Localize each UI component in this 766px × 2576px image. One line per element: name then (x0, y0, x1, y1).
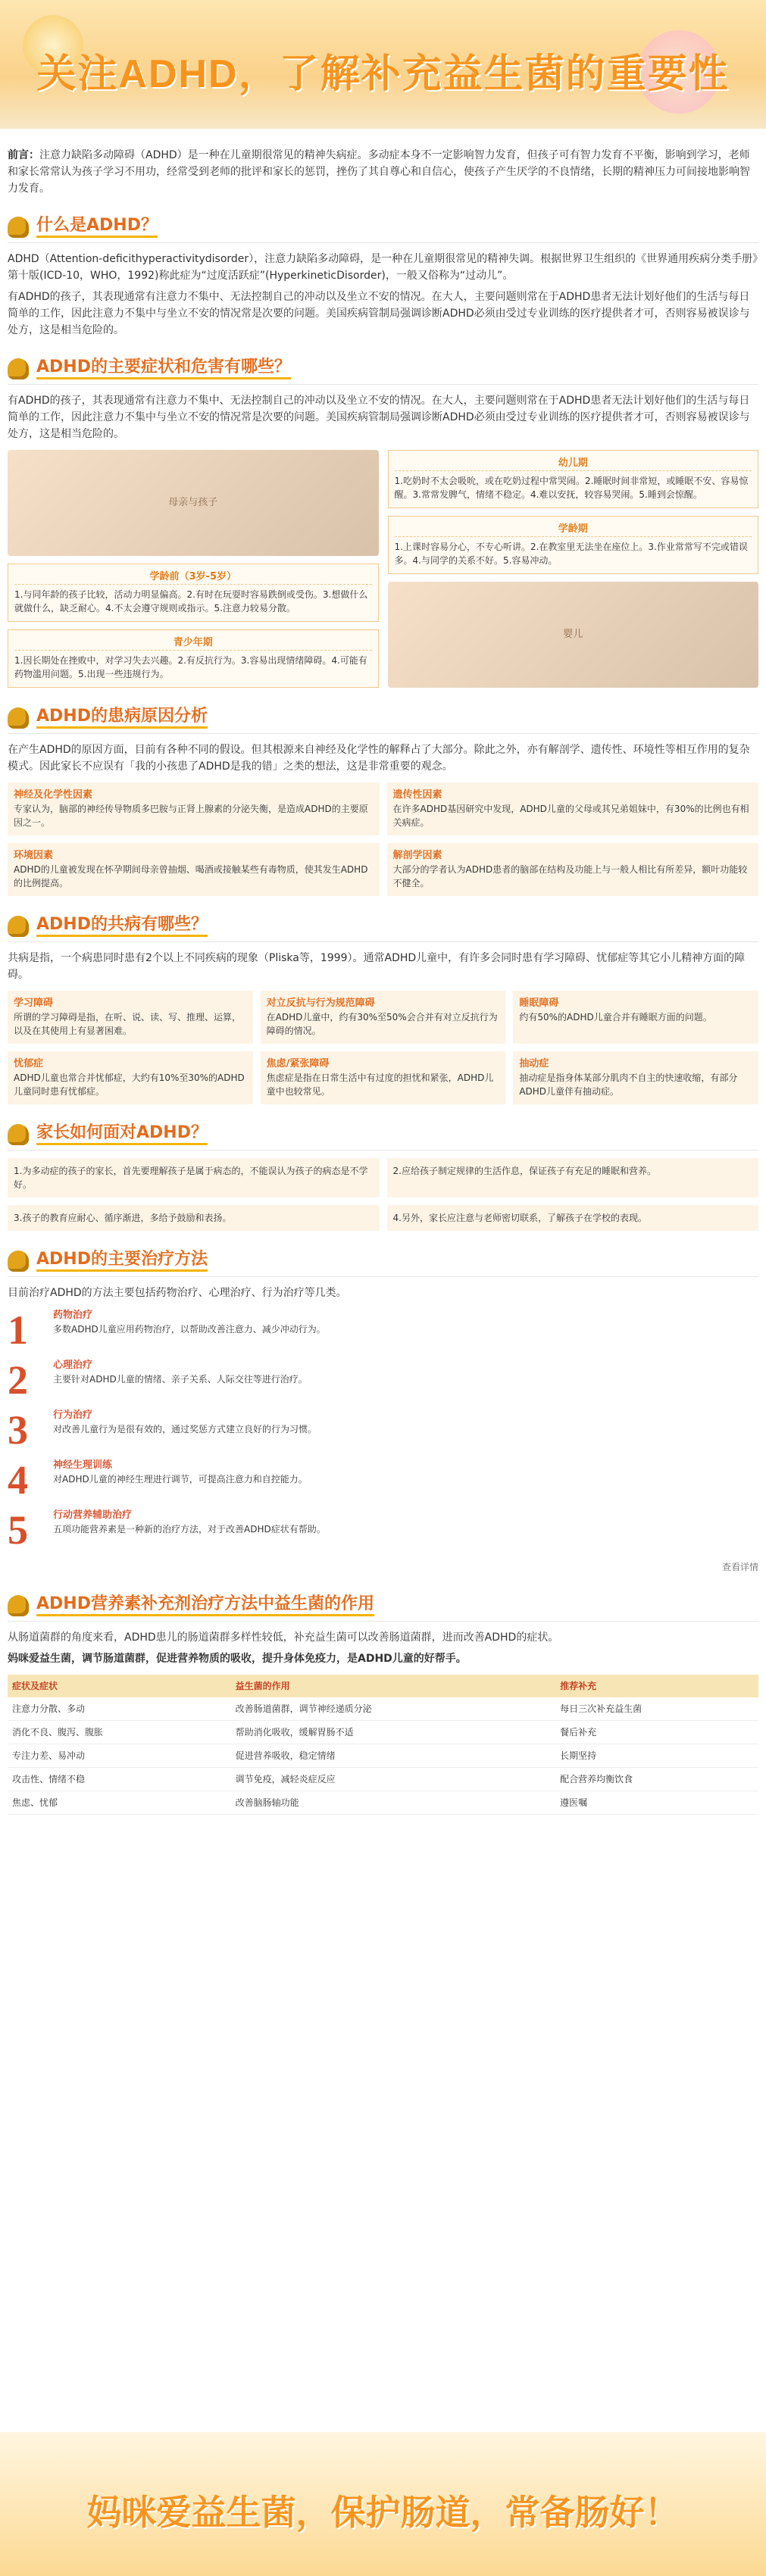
intro (8, 147, 758, 197)
bell-icon (8, 1124, 29, 1145)
comorbid-title: 抽动症 (519, 1058, 549, 1069)
treatment-title: 神经生理训练 (53, 1460, 113, 1471)
section-title-treatment (8, 1251, 758, 1277)
parents-item: 3.孩子的教育应耐心、循序渐进，多给予鼓励和表扬。 (8, 1205, 380, 1231)
box-text: 1.吃奶时不太会吸吮，或在吃奶过程中常哭闹。2.睡眠时间非常短，或睡眠不安、容易惊醒。3.常常发脾气，情绪不稳定。4.难以安抚，较容易哭闹。5.睡到会惊醒。 (394, 476, 749, 500)
parents-item: 4.另外，家长应注意与老师密切联系，了解孩子在学校的表现。 (387, 1205, 759, 1231)
treatment-title: 行动营养辅助治疗 (53, 1510, 133, 1521)
table-row (8, 1791, 758, 1815)
treatment-item (8, 1459, 758, 1501)
table-cell: 改善肠道菌群，调节神经递质分泌 (231, 1697, 556, 1721)
footer-banner (0, 2432, 766, 2576)
section-heading: ADHD的患病原因分析 (36, 708, 208, 729)
photo-mother-child: 母亲与孩子 (8, 450, 379, 556)
cause-text: 专家认为，脑部的神经传导物质多巴胺与正肾上腺素的分泌失衡，是造成ADHD的主要原因之一。 (14, 804, 368, 828)
comorbid-title: 睡眠障碍 (519, 998, 559, 1009)
paragraph: 从肠道菌群的角度来看，ADHD患儿的肠道菌群多样性较低，补充益生菌可以改善肠道菌群，进而改善ADHD的症状。 (8, 1631, 559, 1644)
table-cell: 焦虑、忧郁 (8, 1791, 231, 1815)
table-cell: 餐后补充 (555, 1721, 758, 1744)
bell-icon (8, 1595, 29, 1616)
table-cell: 专注力差、易冲动 (8, 1744, 231, 1768)
treatment-title: 心理治疗 (53, 1360, 93, 1371)
treatment-text: 对改善儿童行为是很有效的，通过奖惩方式建立良好的行为习惯。 (53, 1424, 317, 1435)
comorbid-item (8, 991, 253, 1044)
comorbid-title: 焦虑/紧张障碍 (266, 1058, 330, 1069)
more-link[interactable]: 查看详情 (721, 1562, 758, 1572)
paragraph: 在产生ADHD的原因方面，目前有各种不同的假设。但其根源来自神经及化学性的解释占了大部分。除此之外，亦有解剖学、遗传性、环境性等相互作用的复杂模式。因此家长不应误有「我的小孩患了ADHD是我的错」之类的想法，这是非常重要的观念。 (8, 744, 750, 773)
bell-icon (8, 358, 29, 379)
cause-grid (8, 782, 758, 896)
parents-grid (8, 1158, 758, 1231)
bell-icon (8, 707, 29, 729)
parents-item: 1.为多动症的孩子的家长，首先要理解孩子是属于病态的，不能误认为孩子的病态是不学好。 (8, 1158, 380, 1197)
cause-item (8, 843, 380, 896)
paragraph: ADHD（Attention-deficithyperactivitydisorder），注意力缺陷多动障碍，是一种在儿童期很常见的精神失调。根据世界卫生组织的《世界通用疾病分类手册》第十版(ICD-10，WHO，1992)称此症为“过度活跃症”(HyperkineticDisorder)，一般又俗称为“过动儿”。 (8, 253, 758, 282)
parents-item: 2.应给孩子制定规律的生活作息，保证孩子有充足的睡眠和营养。 (387, 1158, 759, 1197)
cause-title: 遗传性因素 (392, 789, 442, 801)
table-header-row (8, 1675, 758, 1697)
comorbid-item (261, 1051, 506, 1104)
symptom-box (388, 450, 759, 508)
comorbid-text: 抽动症是指身体某部分肌肉不自主的快速收缩，有部分ADHD儿童伴有抽动症。 (519, 1073, 738, 1097)
cause-item (8, 782, 380, 835)
treatment-number: 3 (8, 1407, 28, 1453)
treatment-number: 5 (8, 1507, 28, 1553)
symptom-grid (8, 450, 758, 688)
treatment-text: 主要针对ADHD儿童的情绪、亲子关系、人际交往等进行治疗。 (53, 1374, 308, 1385)
treatment-list (8, 1309, 758, 1551)
symptom-box (8, 564, 379, 622)
cause-title: 环境因素 (14, 850, 54, 861)
comorbid-grid (8, 991, 758, 1104)
table-cell: 配合营养均衡饮食 (555, 1768, 758, 1791)
treatment-title: 药物治疗 (53, 1310, 93, 1321)
box-title: 学龄前（3岁-5岁） (14, 570, 372, 585)
comorbid-text: 约有50%的ADHD儿童合并有睡眠方面的问题。 (519, 1012, 712, 1023)
cause-title: 神经及化学性因素 (14, 789, 93, 801)
intro-text: 注意力缺陷多动障碍（ADHD）是一种在儿童期很常见的精神失病症。多动症本身不一定影响智力发育，但孩子可有智力发育不平衡，影响到学习，老师和家长常常认为孩子学习不用功，经常受到老师的批评和家长的惩罚，挫伤了其自尊心和自信心，使孩子产生厌学的不良情绪，长期的精神压力可间接地影响智力发育。 (8, 149, 750, 195)
box-text: 1.与同年龄的孩子比较，活动力明显偏高。2.有时在玩耍时容易跌倒或受伤。3.想做什么就做什么，缺乏耐心。4.不太会遵守规则或指示。5.注意力较易分散。 (14, 589, 368, 614)
table-cell: 改善脑肠轴功能 (231, 1791, 556, 1815)
comorbid-text: ADHD儿童也常合并忧郁症，大约有10%至30%的ADHD儿童同时患有忧郁症。 (14, 1073, 245, 1097)
treatment-text: 多数ADHD儿童应用药物治疗，以帮助改善注意力、减少冲动行为。 (53, 1324, 326, 1335)
cause-text: 在许多ADHD基因研究中发现，ADHD儿童的父母或其兄弟姐妹中，有30%的比例也有相关病症。 (392, 804, 749, 828)
comorbid-text: 所谓的学习障碍是指，在听、说、读、写、推理、运算，以及在其使用上有显著困难。 (14, 1012, 242, 1036)
comorbid-text: 在ADHD儿童中，约有30%至50%会合并有对立反抗行为障碍的情况。 (266, 1012, 498, 1036)
table-cell: 调节免疫，减轻炎症反应 (231, 1768, 556, 1791)
paragraph: 共病是指，一个病患同时患有2个以上不同疾病的现象（Pliska等，1999）。通常ADHD儿童中，有许多会同时患有学习障碍、忧郁症等其它小儿精神方面的障碍。 (8, 952, 746, 981)
bell-icon (8, 217, 29, 238)
paragraph: 有ADHD的孩子，其表现通常有注意力不集中、无法控制自己的冲动以及坐立不安的情况。在大人，主要问题则常在于ADHD患者无法计划好他们的生活与每日简单的工作，因此注意力不集中与坐立不安的情况常是次要的问题。美国疾病管制局强调诊断ADHD必须由受过专业训练的医疗提供者才可，否则容易被误诊与处方，这是相当危险的。 (8, 291, 750, 336)
bell-icon (8, 1251, 29, 1272)
probiotic-table (8, 1675, 758, 1815)
banner (0, 0, 766, 129)
table-cell: 促进营养吸收，稳定情绪 (231, 1744, 556, 1768)
table-row (8, 1697, 758, 1721)
section-title-what (8, 217, 758, 243)
treatment-item (8, 1509, 758, 1551)
box-title: 学龄期 (395, 523, 752, 537)
treatment-item (8, 1359, 758, 1401)
footer-slogan: 妈咪爱益生菌，保护肠道，常备肠好！ (86, 2493, 680, 2532)
section-heading: ADHD的主要治疗方法 (36, 1251, 208, 1272)
cause-item (387, 782, 759, 835)
table-cell: 攻击性、情绪不稳 (8, 1768, 231, 1791)
cause-item (387, 843, 759, 896)
table-header: 推荐补充 (555, 1675, 758, 1697)
symptom-box (388, 516, 759, 574)
cause-title: 解剖学因素 (392, 850, 442, 861)
treatment-text: 五项功能营养素是一种新的治疗方法，对于改善ADHD症状有帮助。 (53, 1524, 326, 1535)
section-title-comorbid (8, 916, 758, 942)
comorbid-item (261, 991, 506, 1044)
table-row (8, 1721, 758, 1744)
section-title-causes (8, 707, 758, 734)
page-title: 关注ADHD，了解补充益生菌的重要性 (36, 52, 730, 96)
comorbid-title: 对立反抗与行为规范障碍 (266, 998, 375, 1009)
photo-babies: 婴儿 (388, 582, 759, 688)
symptom-box (8, 629, 379, 688)
treatment-item (8, 1309, 758, 1351)
table-cell: 每日三次补充益生菌 (555, 1697, 758, 1721)
cause-text: ADHD的儿童被发现在怀孕期间母亲曾抽烟、喝酒或接触某些有毒物质，使其发生ADHD的比例提高。 (14, 864, 368, 888)
treatment-number: 1 (8, 1307, 28, 1353)
comorbid-text: 焦虑症是指在日常生活中有过度的担忧和紧张，ADHD儿童中也较常见。 (266, 1073, 494, 1097)
table-cell: 遵医嘱 (555, 1791, 758, 1815)
treatment-number: 2 (8, 1357, 28, 1403)
section-title-symptoms (8, 358, 758, 385)
box-title: 幼儿期 (395, 457, 752, 471)
table-header: 症状及症状 (8, 1675, 231, 1697)
table-cell: 注意力分散、多动 (8, 1697, 231, 1721)
treatment-number: 4 (8, 1457, 28, 1503)
table-cell: 帮助消化吸收，缓解胃肠不适 (231, 1721, 556, 1744)
treatment-text: 对ADHD儿童的神经生理进行调节，可提高注意力和自控能力。 (53, 1474, 308, 1485)
section-title-parents (8, 1124, 758, 1151)
intro-lead: 前言： (8, 149, 39, 161)
section-heading: ADHD的主要症状和危害有哪些？ (36, 359, 291, 379)
table-header: 益生菌的作用 (231, 1675, 556, 1697)
bell-icon (8, 916, 29, 937)
comorbid-item (513, 991, 758, 1044)
treatment-title: 行为治疗 (53, 1410, 93, 1421)
table-row (8, 1768, 758, 1791)
box-text: 1.因长期处在挫败中，对学习失去兴趣。2.有反抗行为。3.容易出现情绪障碍。4.可能有药物滥用问题。5.出现一些违规行为。 (14, 655, 367, 679)
comorbid-title: 忧郁症 (14, 1058, 44, 1069)
comorbid-title: 学习障碍 (14, 998, 54, 1009)
table-cell: 消化不良、腹泻、腹胀 (8, 1721, 231, 1744)
paragraph: 目前治疗ADHD的方法主要包括药物治疗、心理治疗、行为治疗等几类。 (8, 1287, 347, 1299)
section-heading: 家长如何面对ADHD？ (36, 1125, 208, 1145)
table-cell: 长期坚持 (555, 1744, 758, 1768)
cause-text: 大部分的学者认为ADHD患者的脑部在结构及功能上与一般人相比有所差异，额叶功能较不健全。 (392, 864, 748, 888)
box-text: 1.上课时容易分心，不专心听讲。2.在教室里无法坐在座位上。3.作业常常写不完或错误多。4.与同学的关系不好。5.容易冲动。 (394, 542, 748, 566)
comorbid-item (8, 1051, 253, 1104)
box-title: 青少年期 (14, 636, 372, 651)
paragraph: 有ADHD的孩子，其表现通常有注意力不集中、无法控制自己的冲动以及坐立不安的情况。在大人，主要问题则常在于ADHD患者无法计划好他们的生活与每日简单的工作，因此注意力不集中与坐立不安的情况常是次要的问题。美国疾病管制局强调诊断ADHD必须由受过专业训练的医疗提供者才可，否则容易被误诊与处方，这是相当危险的。 (8, 395, 750, 440)
paragraph: 妈咪爱益生菌，调节肠道菌群，促进营养物质的吸收，提升身体免疫力，是ADHD儿童的好帮手。 (8, 1653, 467, 1665)
table-row (8, 1744, 758, 1768)
section-heading: 什么是ADHD？ (36, 217, 158, 238)
content (0, 129, 766, 1815)
section-heading: ADHD的共病有哪些？ (36, 916, 208, 937)
comorbid-item (513, 1051, 758, 1104)
section-title-probiotic (8, 1595, 758, 1622)
treatment-item (8, 1409, 758, 1451)
section-heading: ADHD营养素补充剂治疗方法中益生菌的作用 (36, 1596, 374, 1616)
